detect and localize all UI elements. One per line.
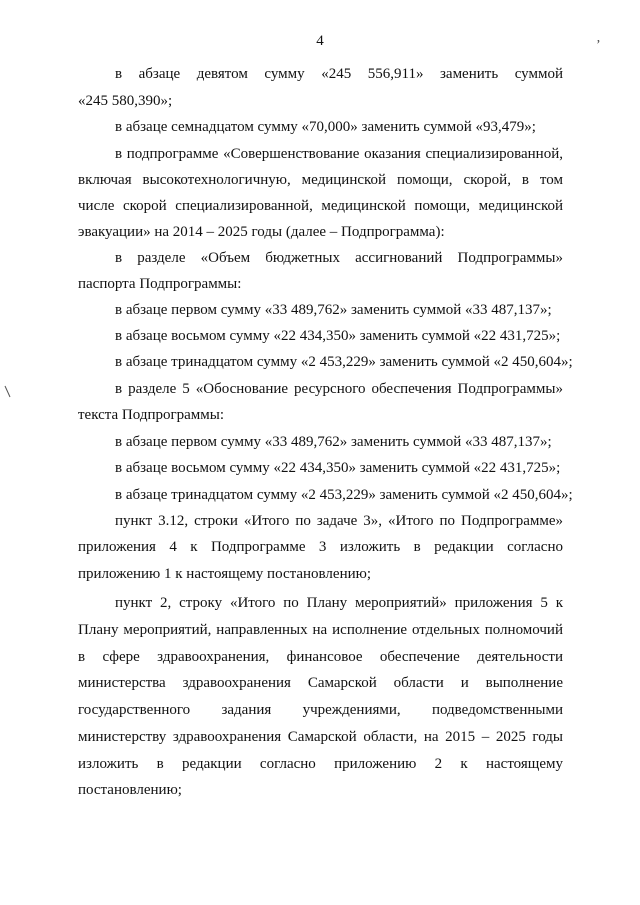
- text-line: в подпрограмме «Совершенствование оказания специализированной,: [115, 146, 563, 162]
- text-line: паспорта Подпрограммы:: [78, 276, 242, 292]
- text-line: в абзаце тринадцатом сумму «2 453,229» заменить суммой «2 450,604»;: [115, 354, 573, 370]
- text-line: в абзаце семнадцатом сумму «70,000» заменить суммой «93,479»;: [115, 119, 536, 135]
- text-line: в абзаце девятом сумму «245 556,911» заменить суммой: [115, 66, 563, 82]
- text-line: министерства здравоохранения Самарской области и выполнение: [78, 675, 563, 691]
- text-line: «245 580,390»;: [78, 93, 173, 109]
- page-number: 4: [316, 33, 324, 49]
- text-line: приложения 4 к Подпрограмме 3 изложить в редакции согласно: [78, 539, 563, 555]
- text-line: пункт 3.12, строки «Итого по задаче 3», «Итого по Подпрограмме»: [115, 513, 563, 529]
- text-line: в сфере здравоохранения, финансовое обеспечение деятельности: [78, 649, 563, 665]
- text-line: включая высокотехнологичную, медицинской помощи, скорой, в том: [78, 172, 563, 188]
- text-line: государственного задания учреждениями, подведомственными: [78, 702, 563, 718]
- text-line: Плану мероприятий, направленных на исполнение отдельных полномочий: [78, 622, 563, 638]
- text-line: в абзаце первом сумму «33 489,762» заменить суммой «33 487,137»;: [115, 302, 552, 318]
- text-line: пункт 2, строку «Итого по Плану мероприятий» приложения 5 к: [115, 595, 563, 611]
- text-line: в абзаце восьмом сумму «22 434,350» заменить суммой «22 431,725»;: [115, 328, 561, 344]
- text-line: в разделе «Объем бюджетных ассигнований Подпрограммы»: [115, 250, 563, 266]
- text-line: числе скорой специализированной, медицинской помощи, медицинской: [78, 198, 563, 214]
- text-line: приложению 1 к настоящему постановлению;: [78, 566, 371, 582]
- scan-mark: ’: [596, 38, 601, 53]
- text-line: министерству здравоохранения Самарской области, на 2015 – 2025 годы: [78, 729, 563, 745]
- text-line: в абзаце тринадцатом сумму «2 453,229» заменить суммой «2 450,604»;: [115, 487, 573, 503]
- text-line: постановлению;: [78, 782, 182, 798]
- text-line: в разделе 5 «Обоснование ресурсного обеспечения Подпрограммы»: [115, 381, 563, 397]
- text-line: текста Подпрограммы:: [78, 407, 225, 423]
- text-line: эвакуации» на 2014 – 2025 годы (далее – Подпрограмма):: [78, 224, 445, 240]
- text-line: изложить в редакции согласно приложению 2 к настоящему: [78, 756, 563, 772]
- scan-mark: [4, 385, 12, 399]
- text-line: в абзаце восьмом сумму «22 434,350» заменить суммой «22 431,725»;: [115, 460, 561, 476]
- text-line: в абзаце первом сумму «33 489,762» заменить суммой «33 487,137»;: [115, 434, 552, 450]
